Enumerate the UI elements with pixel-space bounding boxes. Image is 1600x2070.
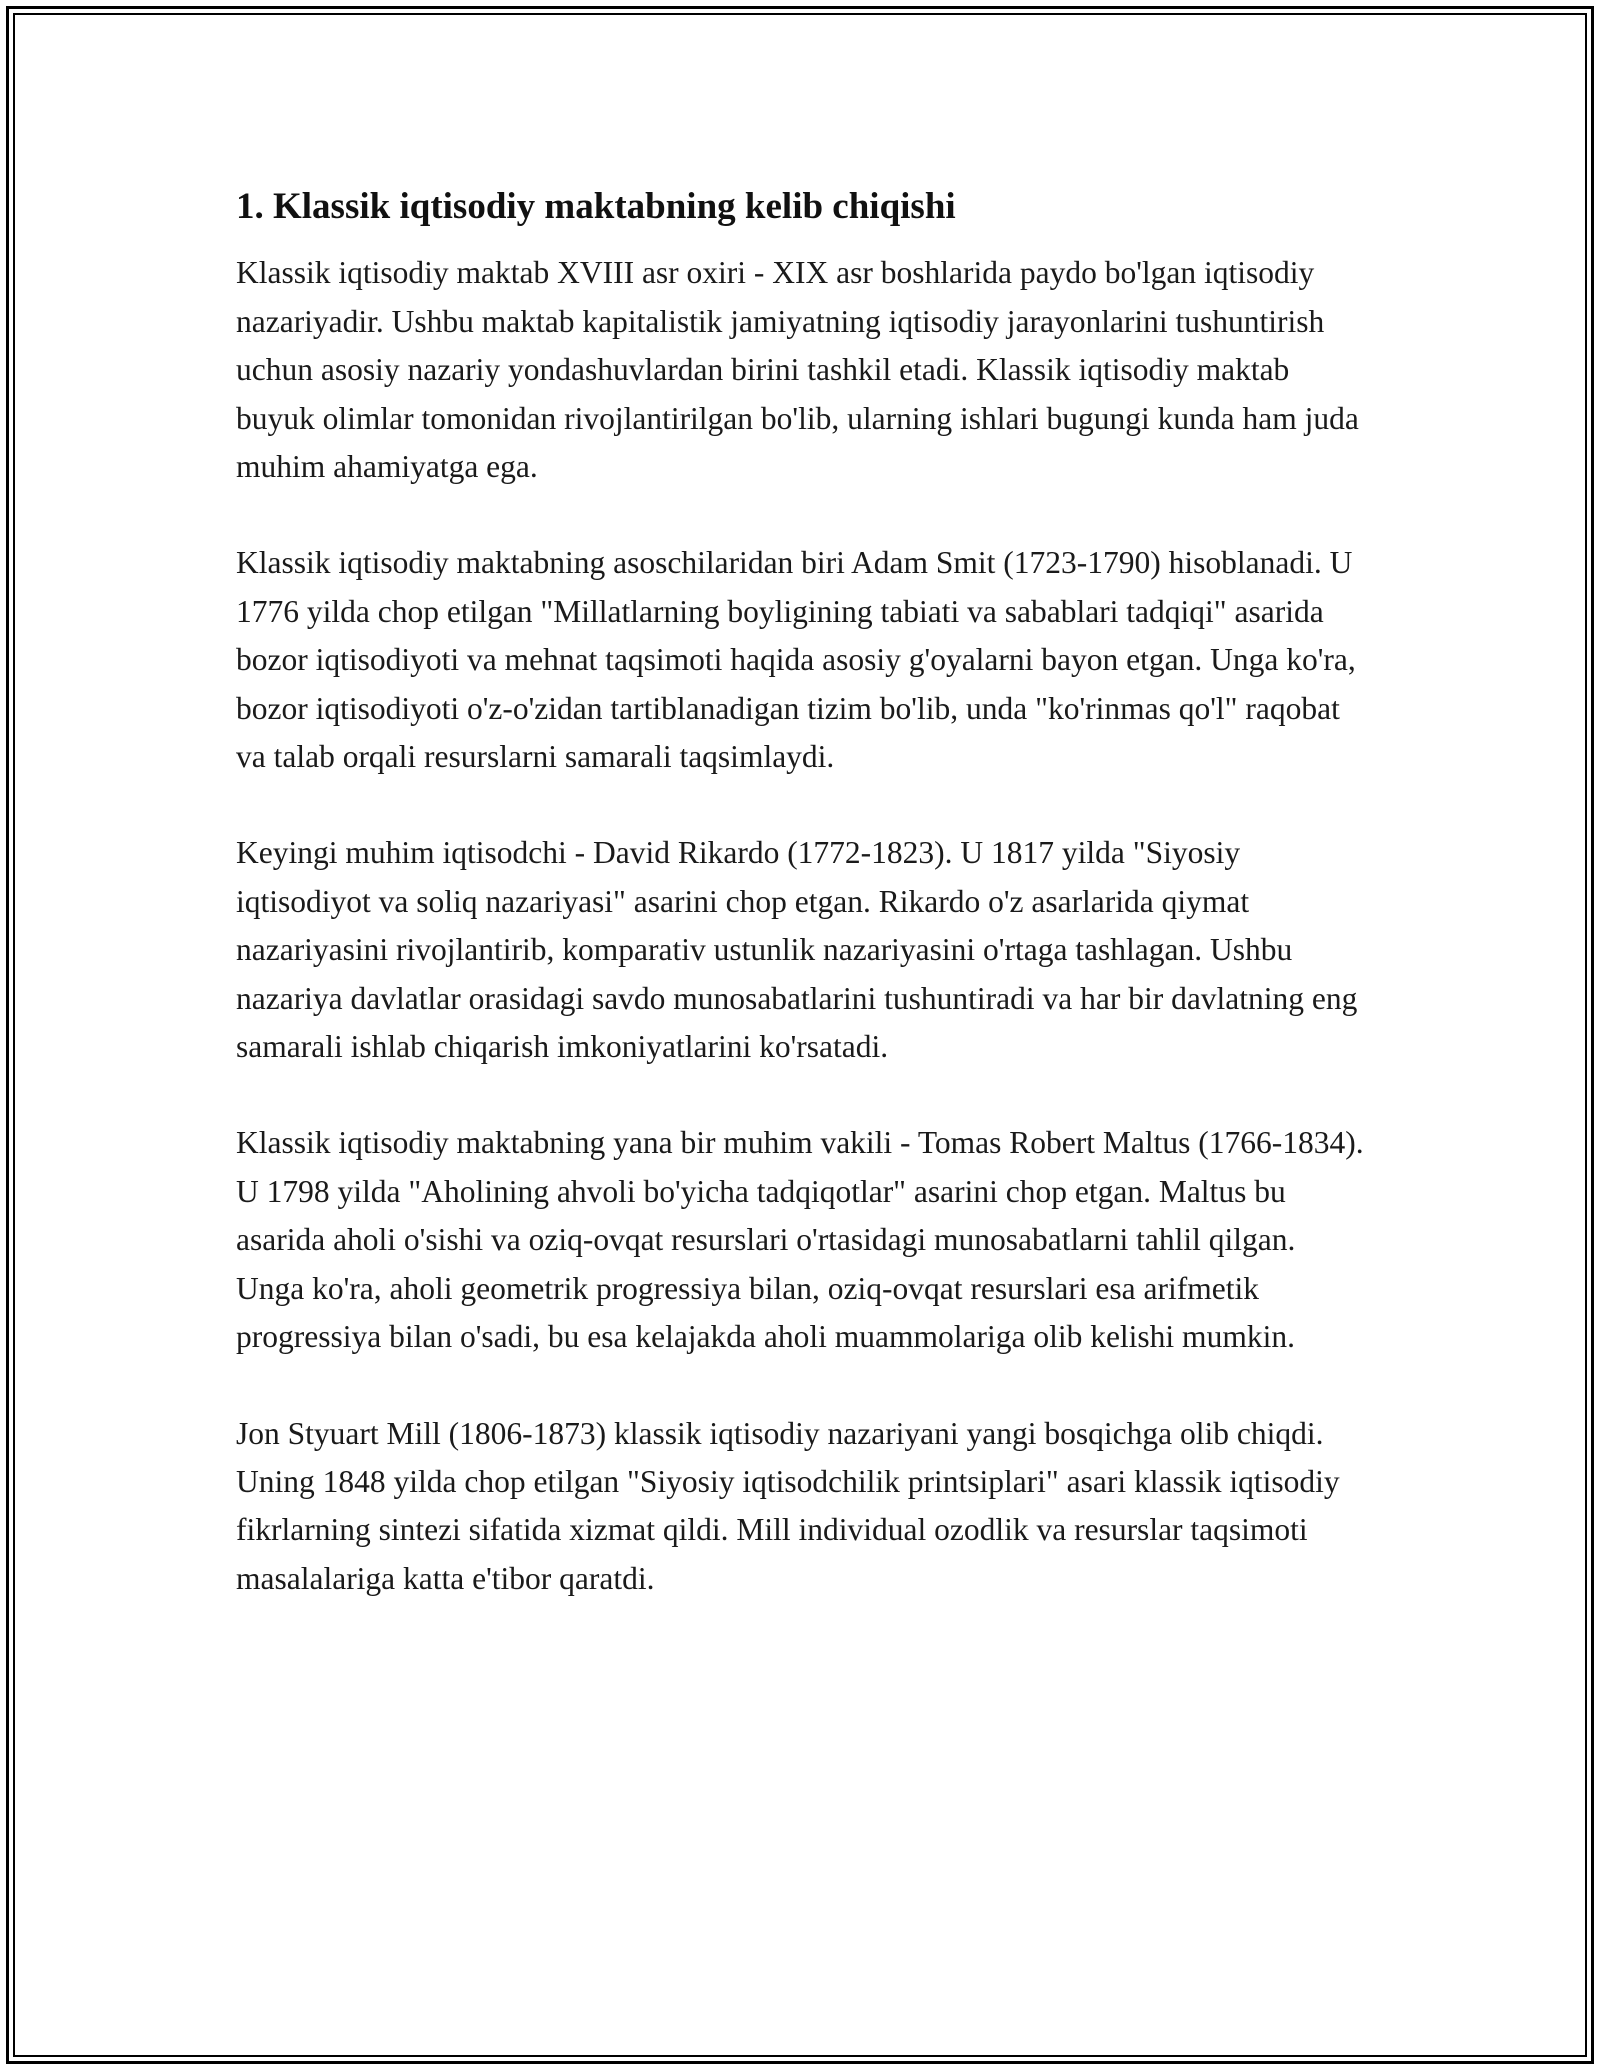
paragraph-adam-smit: Klassik iqtisodiy maktabning asoschilaridan biri Adam Smit (1723-1790) hisoblanadi. U 1776 yilda chop etilgan "Millatlarning boyligining tabiati va sabablari tadqiqi" asarida bozor iqtisodiyoti va mehnat taqsimoti haqida asosiy g'oyalarni bayon etgan. Unga ko'ra, bozor iqtisodiyoti o'z-o'zidan tartiblanadigan tizim bo'lib, unda "ko'rinmas qo'l" raqobat va talab orqali resurslarni samarali taqsimlaydi. (236, 545, 1356, 775)
paragraph-intro: Klassik iqtisodiy maktab XVIII asr oxiri - XIX asr boshlarida paydo bo'lgan iqtisodiy nazariyadir. Ushbu maktab kapitalistik jamiyatning iqtisodiy jarayonlarini tushuntirish uchun asosiy nazariy yondashuvlardan birini tashkil etadi. Klassik iqtisodiy maktab buyuk olimlar tomonidan rivojlantirilgan bo'lib, ularning ishlari bugungi kunda ham juda muhim ahamiyatga ega. (236, 255, 1359, 485)
paragraph-david-rikardo: Keyingi muhim iqtisodchi - David Rikardo (1772-1823). U 1817 yilda "Siyosiy iqtisodiyot va soliq nazariyasi" asarini chop etgan. Rikardo o'z asarlarida qiymat nazariyasini rivojlantirib, komparativ ustunlik nazariyasini o'rtaga tashlagan. Ushbu nazariya davlatlar orasidagi savdo munosabatlarini tushuntiradi va har bir davlatning eng samarali ishlab chiqarish imkoniyatlarini ko'rsatadi. (236, 835, 1358, 1065)
paragraph-tomas-maltus: Klassik iqtisodiy maktabning yana bir muhim vakili - Tomas Robert Maltus (1766-1834). U 1798 yilda "Aholining ahvoli bo'yicha tadqiqotlar" asarini chop etgan. Maltus bu asarida aholi o'sishi va oziq-ovqat resurslari o'rtasidagi munosabatlarni tahlil qilgan. Unga ko'ra, aholi geometrik progressiya bilan, oziq-ovqat resurslari esa arifmetik progressiya bilan o'sadi, bu esa kelajakda aholi muammolariga olib kelishi mumkin. (236, 1125, 1364, 1355)
section-heading: 1. Klassik iqtisodiy maktabning kelib chiqishi (236, 186, 956, 227)
document-body (236, 185, 1366, 1651)
paragraph-jon-mill: Jon Styuart Mill (1806-1873) klassik iqtisodiy nazariyani yangi bosqichga olib chiqdi. Uning 1848 yilda chop etilgan "Siyosiy iqtisodchilik printsiplari" asari klassik iqtisodiy fikrlarning sintezi sifatida xizmat qildi. Mill individual ozodlik va resurslar taqsimoti masalalariga katta e'tibor qaratdi. (236, 1415, 1340, 1596)
